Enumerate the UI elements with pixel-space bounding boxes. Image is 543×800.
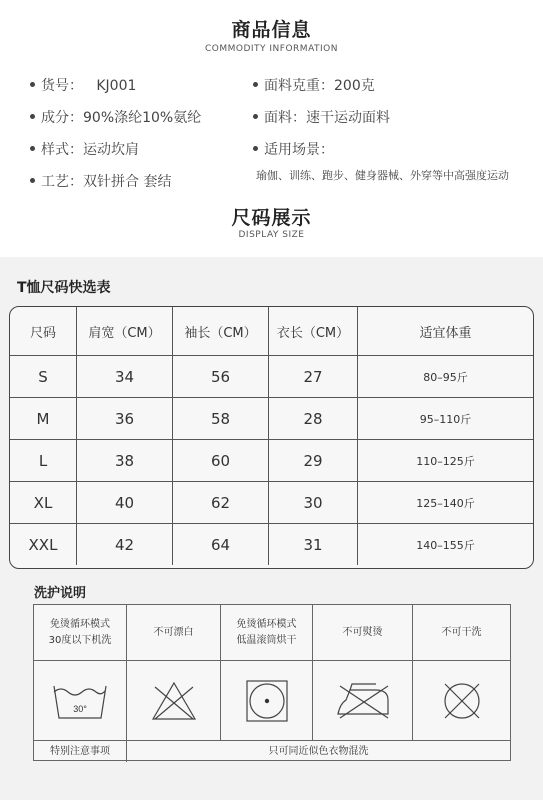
info-scenes-label: 适用场景： bbox=[253, 139, 334, 159]
weight-cell: 110–125斤 bbox=[357, 440, 533, 481]
bullet-icon bbox=[30, 178, 35, 183]
bullet-icon bbox=[253, 146, 258, 151]
svg-text:30°: 30° bbox=[73, 703, 87, 714]
commodity-subtitle: COMMODITY INFORMATION bbox=[204, 44, 338, 54]
length-cell: 29 bbox=[268, 440, 357, 481]
shoulder-cell: 40 bbox=[76, 482, 172, 523]
bullet-icon bbox=[30, 114, 35, 119]
bullet-icon bbox=[253, 114, 258, 119]
display-title: 尺码展示 bbox=[231, 207, 312, 229]
shoulder-cell: 36 bbox=[76, 398, 172, 439]
care-label-bleach: 不可漂白 bbox=[126, 605, 220, 660]
header-cell: 衣长（CM） bbox=[268, 307, 357, 355]
sleeve-cell: 60 bbox=[172, 440, 268, 481]
care-label-iron: 不可熨烫 bbox=[312, 605, 412, 660]
length-cell: 27 bbox=[268, 356, 357, 397]
table-row bbox=[10, 523, 533, 565]
care-note-label: 特别注意事项 bbox=[50, 745, 110, 757]
no-iron-icon bbox=[312, 661, 412, 740]
table-row bbox=[10, 481, 533, 523]
length-cell: 28 bbox=[268, 398, 357, 439]
shoulder-cell: 42 bbox=[76, 524, 172, 565]
shoulder-cell: 38 bbox=[76, 440, 172, 481]
care-note-row bbox=[34, 741, 510, 762]
size-cell: S bbox=[38, 367, 48, 386]
table-row bbox=[10, 397, 533, 439]
table-row bbox=[10, 439, 533, 481]
weight-cell: 80–95斤 bbox=[357, 356, 533, 397]
header-cell: 适宜体重 bbox=[357, 307, 533, 355]
sleeve-cell: 58 bbox=[172, 398, 268, 439]
commodity-title: 商品信息 bbox=[231, 19, 312, 41]
info-composition: 成分：90%涤纶10%氨纶 bbox=[30, 107, 201, 127]
size-table-header bbox=[10, 307, 533, 355]
care-label-dryclean: 不可干洗 bbox=[412, 605, 510, 660]
care-labels-row bbox=[34, 605, 510, 661]
sleeve-cell: 56 bbox=[172, 356, 268, 397]
care-icons-row bbox=[34, 661, 510, 741]
sleeve-cell: 64 bbox=[172, 524, 268, 565]
table-row bbox=[10, 355, 533, 397]
weight-cell: 125–140斤 bbox=[357, 482, 533, 523]
size-cell: M bbox=[36, 409, 50, 428]
care-label-dry: 免烫循环模式 低温滚筒烘干 bbox=[220, 605, 312, 660]
info-weight: 面料克重：200克 bbox=[253, 75, 375, 95]
info-craft: 工艺：双针拼合 套结 bbox=[30, 171, 171, 191]
info-scenes-value: 瑜伽、训练、跑步、健身器械、外穿等中高强度运动 bbox=[256, 169, 509, 182]
display-subtitle: DISPLAY SIZE bbox=[238, 230, 305, 240]
no-dry-clean-icon bbox=[412, 661, 510, 740]
wash-30-icon bbox=[34, 661, 126, 740]
care-title: 洗护说明 bbox=[34, 586, 87, 601]
care-note-value: 只可同近似色衣物混洗 bbox=[126, 741, 510, 762]
tumble-dry-low-icon bbox=[220, 661, 312, 740]
info-item-number: 货号： KJ001 bbox=[30, 75, 136, 95]
header-cell: 袖长（CM） bbox=[172, 307, 268, 355]
care-label-wash: 免烫循环模式 30度以下机洗 bbox=[48, 618, 112, 646]
info-style: 样式：运动坎肩 bbox=[30, 139, 139, 159]
length-cell: 30 bbox=[268, 482, 357, 523]
size-cell: XXL bbox=[28, 535, 58, 554]
size-table-title: T恤尺码快选表 bbox=[17, 280, 111, 296]
size-cell: XL bbox=[33, 493, 53, 512]
shoulder-cell: 34 bbox=[76, 356, 172, 397]
info-fabric: 面料：速干运动面料 bbox=[253, 107, 390, 127]
header-cell: 肩宽（CM） bbox=[76, 307, 172, 355]
weight-cell: 95–110斤 bbox=[357, 398, 533, 439]
size-cell: L bbox=[38, 451, 48, 470]
sleeve-cell: 62 bbox=[172, 482, 268, 523]
size-table bbox=[9, 306, 534, 569]
care-table bbox=[33, 604, 511, 761]
weight-cell: 140–155斤 bbox=[357, 524, 533, 565]
no-bleach-icon bbox=[126, 661, 220, 740]
bullet-icon bbox=[30, 82, 35, 87]
length-cell: 31 bbox=[268, 524, 357, 565]
header-cell: 尺码 bbox=[29, 325, 56, 341]
bullet-icon bbox=[253, 82, 258, 87]
bullet-icon bbox=[30, 146, 35, 151]
